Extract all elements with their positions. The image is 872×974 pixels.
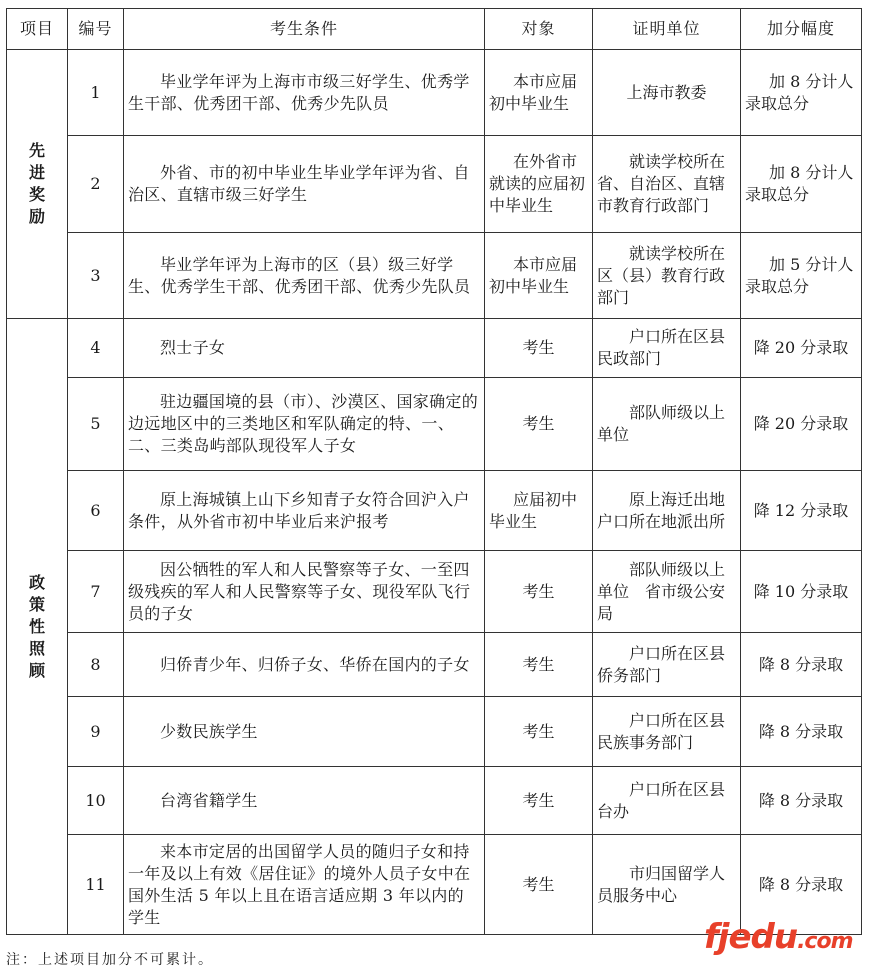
row-bonus: 降 8 分录取 [741, 767, 862, 835]
row-target: 考生 [485, 378, 593, 471]
row-target: 考生 [485, 767, 593, 835]
header-target: 对象 [485, 9, 593, 50]
row-unit: 户口所在区县侨务部门 [593, 633, 741, 697]
category-cell [7, 319, 68, 935]
row-target: 考生 [485, 835, 593, 935]
row-number: 4 [68, 319, 124, 378]
row-unit: 原上海迁出地户口所在地派出所 [593, 471, 741, 551]
row-bonus: 加 5 分计人录取总分 [741, 233, 862, 319]
row-condition: 驻边疆国境的县（市）、沙漠区、国家确定的边远地区中的三类地区和军队确定的特、一、二、三类岛屿部队现役军人子女 [124, 378, 485, 471]
watermark-tld: .com [797, 929, 853, 954]
row-number: 7 [68, 551, 124, 633]
row-condition: 少数民族学生 [124, 697, 485, 767]
row-unit: 市归国留学人员服务中心 [593, 835, 741, 935]
table-row [7, 697, 862, 767]
header-number: 编号 [68, 9, 124, 50]
header-certifying-unit: 证明单位 [593, 9, 741, 50]
row-number: 3 [68, 233, 124, 319]
row-number: 6 [68, 471, 124, 551]
site-watermark-logo [704, 917, 853, 957]
row-bonus: 降 8 分录取 [741, 633, 862, 697]
watermark-main: fjedu [704, 917, 798, 957]
row-number: 2 [68, 136, 124, 233]
row-condition: 外省、市的初中毕业生毕业学年评为省、自治区、直辖市级三好学生 [124, 136, 485, 233]
row-unit: 就读学校所在省、自治区、直辖市教育行政部门 [593, 136, 741, 233]
row-unit: 户口所在区县民政部门 [593, 319, 741, 378]
row-condition: 台湾省籍学生 [124, 767, 485, 835]
row-number: 10 [68, 767, 124, 835]
row-bonus: 降 8 分录取 [741, 835, 862, 935]
row-condition: 来本市定居的出国留学人员的随归子女和持一年及以上有效《居住证》的境外人员子女中在国外生活 5 年以上且在语言适应期 3 年以内的学生 [124, 835, 485, 935]
row-unit: 上海市教委 [593, 50, 741, 136]
category-label: 先进奖励 [28, 141, 45, 226]
row-bonus: 加 8 分计人录取总分 [741, 136, 862, 233]
row-condition: 毕业学年评为上海市市级三好学生、优秀学生干部、优秀团干部、优秀少先队员 [124, 50, 485, 136]
row-target: 本市应届初中毕业生 [485, 233, 593, 319]
row-condition: 原上海城镇上山下乡知青子女符合回沪入户条件，从外省市初中毕业后来沪报考 [124, 471, 485, 551]
table-row [7, 136, 862, 233]
row-target: 在外省市就读的应届初中毕业生 [485, 136, 593, 233]
table-row [7, 767, 862, 835]
row-target: 本市应届初中毕业生 [485, 50, 593, 136]
header-row [7, 9, 862, 50]
table-row [7, 633, 862, 697]
table-row [7, 233, 862, 319]
header-bonus: 加分幅度 [741, 9, 862, 50]
footnote: 注：上述项目加分不可累计。 [6, 952, 214, 968]
row-unit: 部队师级以上单位 [593, 378, 741, 471]
row-target: 考生 [485, 633, 593, 697]
header-condition: 考生条件 [124, 9, 485, 50]
row-bonus: 加 8 分计人录取总分 [741, 50, 862, 136]
row-bonus: 降 10 分录取 [741, 551, 862, 633]
row-target: 考生 [485, 551, 593, 633]
table-row [7, 378, 862, 471]
row-condition: 因公牺牲的军人和人民警察等子女、一至四级残疾的军人和人民警察等子女、现役军队飞行员的子女 [124, 551, 485, 633]
table-row [7, 50, 862, 136]
row-target: 考生 [485, 697, 593, 767]
row-number: 5 [68, 378, 124, 471]
table-row [7, 471, 862, 551]
row-condition: 归侨青少年、归侨子女、华侨在国内的子女 [124, 633, 485, 697]
row-target: 考生 [485, 319, 593, 378]
row-condition: 烈士子女 [124, 319, 485, 378]
row-bonus: 降 20 分录取 [741, 319, 862, 378]
row-unit: 户口所在区县民族事务部门 [593, 697, 741, 767]
table-row [7, 551, 862, 633]
row-bonus: 降 8 分录取 [741, 697, 862, 767]
row-bonus: 降 20 分录取 [741, 378, 862, 471]
category-cell [7, 50, 68, 319]
row-condition: 毕业学年评为上海市的区（县）级三好学生、优秀学生干部、优秀团干部、优秀少先队员 [124, 233, 485, 319]
table-row [7, 319, 862, 378]
category-label: 政策性照顾 [28, 572, 45, 680]
row-number: 11 [68, 835, 124, 935]
row-unit: 户口所在区县台办 [593, 767, 741, 835]
row-unit: 部队师级以上单位 省市级公安局 [593, 551, 741, 633]
row-unit: 就读学校所在区（县）教育行政部门 [593, 233, 741, 319]
row-target: 应届初中毕业生 [485, 471, 593, 551]
policy-table [6, 8, 862, 935]
row-number: 8 [68, 633, 124, 697]
row-bonus: 降 12 分录取 [741, 471, 862, 551]
header-project: 项目 [7, 9, 68, 50]
row-number: 1 [68, 50, 124, 136]
row-number: 9 [68, 697, 124, 767]
